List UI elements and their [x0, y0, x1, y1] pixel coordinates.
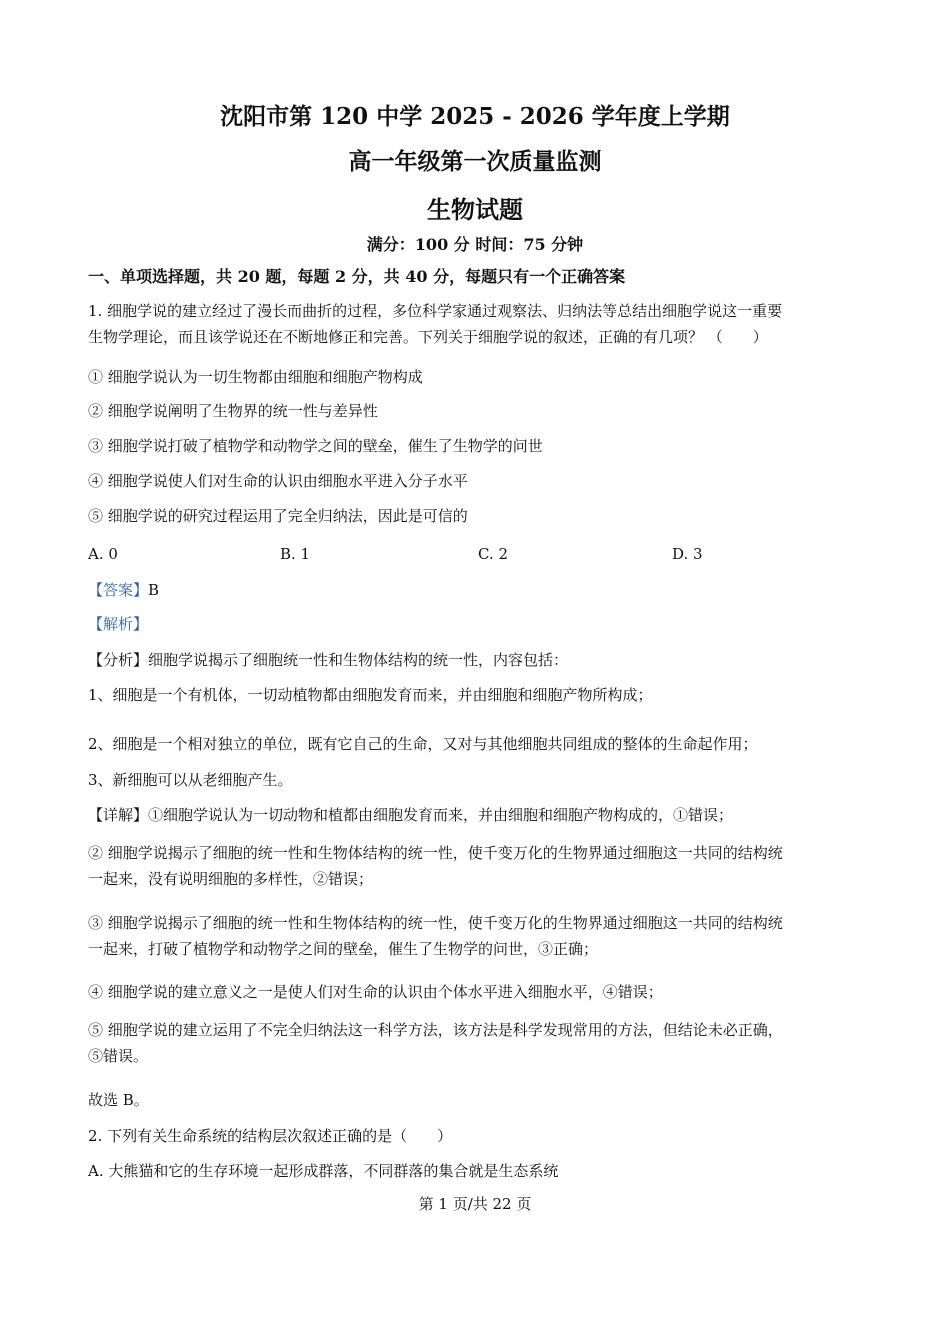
detail-5-line1: ⑤ 细胞学说的建立运用了不完全归纳法这一科学方法，该方法是科学发现常用的方法，但结论未必正确，	[88, 1021, 783, 1039]
score-time-line: 满分：100 分 时间：75 分钟	[366, 235, 584, 254]
answer-tag: 【答案】	[88, 581, 149, 599]
page-footer: 第 1 页/共 22 页	[418, 1195, 532, 1213]
q1-option-b: B. 1	[280, 545, 311, 563]
analysis-point-3: 3、新细胞可以从老细胞产生。	[88, 771, 293, 789]
exam-title: 高一年级第一次质量监测	[348, 148, 602, 175]
q1-option-a: A. 0	[88, 545, 118, 563]
detail-2-line2: 一起来，没有说明细胞的多样性，②错误；	[88, 870, 374, 888]
detail-4: ④ 细胞学说的建立意义之一是使人们对生命的认识由个体水平进入细胞水平，④错误；	[88, 983, 663, 1001]
subject-title: 生物试题	[427, 195, 523, 224]
answer-value: B	[148, 581, 160, 599]
section-heading: 一、单项选择题，共 20 题，每题 2 分，共 40 分，每题只有一个正确答案	[88, 267, 626, 286]
analysis-intro: 【分析】细胞学说揭示了细胞统一性和生物体结构的统一性，内容包括：	[88, 651, 569, 669]
detail-5-line2: ⑤错误。	[88, 1047, 149, 1065]
detail-1: 【详解】①细胞学说认为一切动物和植都由细胞发育而来，并由细胞和细胞产物构成的，①错误；	[88, 806, 734, 824]
analysis-point-1: 1、细胞是一个有机体，一切动植物都由细胞发育而来，并由细胞和细胞产物所构成；	[88, 686, 653, 704]
q2-stem: 2. 下列有关生命系统的结构层次叙述正确的是（ ）	[88, 1127, 453, 1145]
detail-3-line2: 一起来，打破了植物学和动物学之间的壁垒，催生了生物学的问世，③正确；	[88, 940, 599, 958]
q1-statement-2: ② 细胞学说阐明了生物界的统一性与差异性	[88, 402, 378, 420]
conclusion: 故选 B。	[88, 1091, 149, 1109]
q1-stem-line1: 1. 细胞学说的建立经过了漫长而曲折的过程，多位科学家通过观察法、归纳法等总结出细胞学说这一重要	[88, 302, 783, 320]
analysis-tag: 【解析】	[88, 615, 149, 633]
analysis-point-2: 2、细胞是一个相对独立的单位，既有它自己的生命，又对与其他细胞共同组成的整体的生命起作用；	[88, 735, 758, 753]
q1-option-c: C. 2	[478, 545, 509, 563]
q1-statement-4: ④ 细胞学说使人们对生命的认识由细胞水平进入分子水平	[88, 472, 468, 490]
q1-statement-3: ③ 细胞学说打破了植物学和动物学之间的壁垒，催生了生物学的问世	[88, 437, 543, 455]
q1-statement-5: ⑤ 细胞学说的研究过程运用了完全归纳法，因此是可信的	[88, 507, 468, 525]
q1-statement-1: ① 细胞学说认为一切生物都由细胞和细胞产物构成	[88, 368, 423, 386]
q1-stem-line2: 生物学理论，而且该学说还在不断地修正和完善。下列关于细胞学说的叙述，正确的有几项？ （ ）	[88, 328, 768, 346]
school-title: 沈阳市第 120 中学 2025 - 2026 学年度上学期	[220, 103, 730, 130]
detail-2-line1: ② 细胞学说揭示了细胞的统一性和生物体结构的统一性，使千变万化的生物界通过细胞这一共同的结构统	[88, 844, 783, 862]
detail-3-line1: ③ 细胞学说揭示了细胞的统一性和生物体结构的统一性，使千变万化的生物界通过细胞这一共同的结构统	[88, 914, 783, 932]
q1-answer-line	[88, 577, 868, 604]
q2-option-a: A. 大熊猫和它的生存环境一起形成群落，不同群落的集合就是生态系统	[88, 1162, 559, 1180]
q1-option-d: D. 3	[672, 545, 703, 563]
